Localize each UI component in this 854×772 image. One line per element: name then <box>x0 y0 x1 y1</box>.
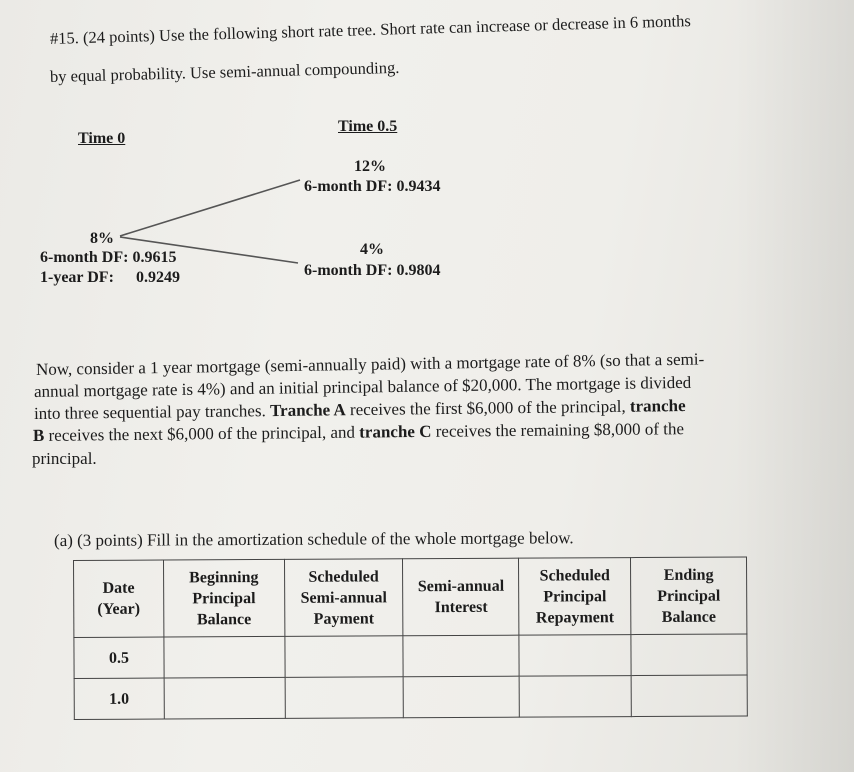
table-row <box>74 634 747 679</box>
header-semiannual-interest <box>403 558 519 636</box>
part-a-prompt: (a) (3 points) Fill in the amortization schedule of the whole mortgage below. <box>53 528 574 550</box>
paragraph-line-3-c: receives the first $6,000 of the principal, <box>349 396 626 420</box>
tree-time0-label: Time 0 <box>78 130 126 147</box>
row-principal-repayment-cell[interactable] <box>519 635 631 677</box>
header-payment-line2: Semi-annual <box>300 588 387 607</box>
amortization-schedule-table <box>73 556 748 720</box>
header-ending-principal-balance <box>631 557 747 635</box>
paragraph-line-1: Now, consider a 1 year mortgage (semi-annually paid) with a mortgage rate of 8% (so that a semi- <box>35 349 705 379</box>
tree-root-df-1year-label: 1-year DF: <box>40 269 114 286</box>
tree-root-rate: 8% <box>90 230 114 247</box>
tranche-c-label: tranche C <box>359 421 432 442</box>
row-date-cell: 1.0 <box>74 678 164 719</box>
tree-up-rate: 12% <box>354 158 386 175</box>
row-ending-balance-cell[interactable] <box>631 675 747 717</box>
table-row <box>74 675 747 720</box>
tranche-a-label: Tranche A <box>269 400 346 421</box>
header-beginning-line2: Principal <box>192 589 256 607</box>
header-interest-line1: Semi-annual <box>417 577 505 596</box>
tranche-b-label-part2: B <box>32 425 45 445</box>
header-repayment-line3: Repayment <box>535 608 615 627</box>
header-interest-line2: Interest <box>434 598 488 617</box>
tree-root-df-1year-value: 0.9249 <box>136 269 180 286</box>
paragraph-line-4-b: receives the next $6,000 of the principal, and <box>48 422 356 445</box>
table-header-row <box>74 557 747 638</box>
tree-down-df: 6-month DF: 0.9804 <box>304 262 441 279</box>
row-payment-cell[interactable] <box>285 677 404 719</box>
tree-time05-label: Time 0.5 <box>338 118 398 135</box>
tree-root-df-6month: 6-month DF: 0.9615 <box>40 249 177 266</box>
paragraph-line-2: annual mortgage rate is 4%) and an initial principal balance of $20,000. The mortgage is divided <box>33 372 692 401</box>
tree-branch-down <box>120 237 298 263</box>
header-ending-line1: Ending <box>663 566 714 584</box>
header-date-year <box>74 560 164 637</box>
header-repayment-line2: Principal <box>543 587 607 606</box>
tranche-b-label-part1: tranche <box>629 396 686 416</box>
paragraph-line-5: principal. <box>32 449 97 468</box>
header-scheduled-principal-repayment <box>519 558 631 636</box>
row-payment-cell[interactable] <box>285 636 404 678</box>
header-ending-line2: Principal <box>657 587 721 605</box>
tree-branch-up <box>120 180 300 236</box>
header-beginning-line3: Balance <box>196 610 252 628</box>
header-date-line2: (Year) <box>97 600 141 618</box>
header-payment-line3: Payment <box>313 609 375 628</box>
paragraph-line-4-d: receives the remaining $8,000 of the <box>435 419 685 441</box>
header-payment-line1: Scheduled <box>308 567 379 586</box>
header-date-line1: Date <box>102 579 135 597</box>
row-beginning-balance-cell[interactable] <box>164 677 285 719</box>
row-interest-cell[interactable] <box>404 676 520 718</box>
header-ending-line3: Balance <box>661 608 717 626</box>
row-interest-cell[interactable] <box>403 635 519 677</box>
header-beginning-line1: Beginning <box>189 568 259 586</box>
header-scheduled-payment <box>284 559 403 637</box>
header-repayment-line1: Scheduled <box>539 566 610 585</box>
tree-down-rate: 4% <box>360 241 384 258</box>
paragraph-line-3-a: into three sequential pay tranches. <box>33 401 266 423</box>
header-beginning-principal-balance <box>163 559 284 637</box>
problem-header-line-2: by equal probability. Use semi-annual compounding. <box>49 57 400 86</box>
row-date-cell: 0.5 <box>74 637 164 678</box>
problem-header-line-1: #15. (24 points) Use the following short rate tree. Short rate can increase or decrease in 6 months <box>49 11 692 48</box>
row-ending-balance-cell[interactable] <box>631 634 747 676</box>
row-beginning-balance-cell[interactable] <box>164 636 285 678</box>
tree-up-df: 6-month DF: 0.9434 <box>304 178 441 195</box>
row-principal-repayment-cell[interactable] <box>519 676 631 718</box>
